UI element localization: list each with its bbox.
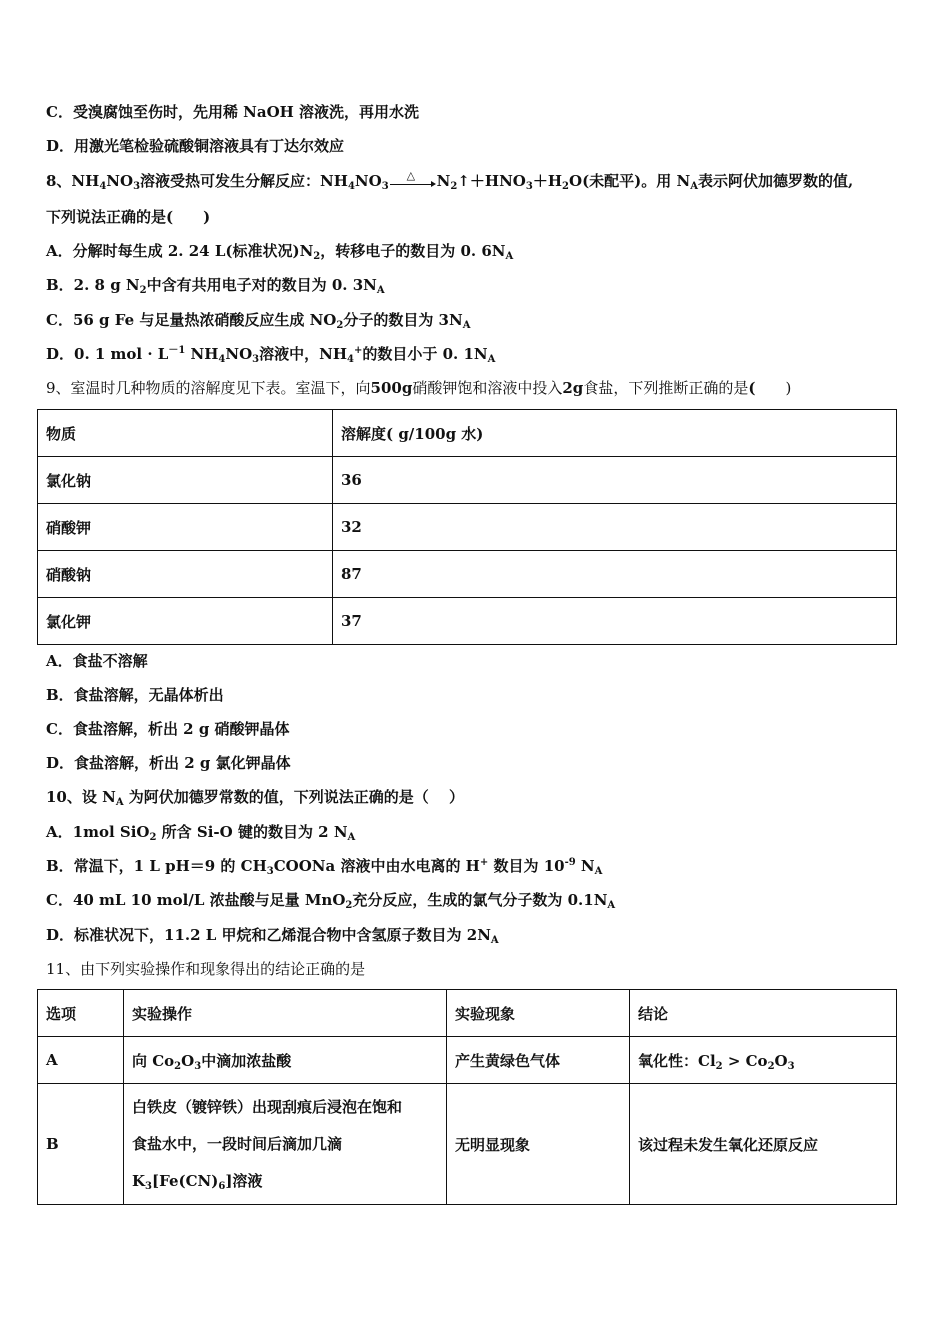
q10-option-b: B．常温下，1 L pH＝9 的 $CH_3COONa$ 溶液中由水电离的 H+ 数目为 $10^{-9}$ $N_A$ [46,857,603,877]
q9-option-d: D．食盐溶解，析出 2 g 氯化钾晶体 [46,754,291,772]
table-cell: 向 $Co_2O_3$中滴加浓盐酸 [124,1037,447,1084]
table-row [38,457,897,504]
q8-stem-line2: 下列说法正确的是( ) [46,208,211,226]
q9-option-b: B．食盐溶解，无晶体析出 [46,686,224,704]
table-cell: 白铁皮（镀锌铁）出现刮痕后浸泡在饱和 食盐水中，一段时间后滴加几滴 $K_3[Fe(CN)_6]$溶液 [124,1084,447,1205]
q8-option-c: C．56 g Fe 与足量热浓硝酸反应生成 $NO_2$分子的数目为 $3N_A$ [46,311,471,331]
table-header-row [38,410,897,457]
table-row [38,1037,897,1084]
table-cell: 37 [333,598,897,645]
table-cell: A [38,1037,124,1084]
table-header-row [38,990,897,1037]
table-row [38,551,897,598]
table-cell: 产生黄绿色气体 [447,1037,630,1084]
q8-option-b: B．2. 8 g $N_2$中含有共用电子对的数目为 0. $3N_A$ [46,276,385,296]
table-header-cell: 物质 [38,410,333,457]
q9-option-a: A．食盐不溶解 [46,652,148,670]
table-cell: 87 [333,551,897,598]
table-cell: 硝酸钾 [38,504,333,551]
q8-option-a: A．分解时每生成 2. 24 L(标准状况)$N_2$，转移电子的数目为 0. $6N_A$ [46,242,514,262]
solubility-table [37,409,897,645]
experiment-table [37,989,897,1205]
q7-option-c: C．受溴腐蚀至伤时，先用稀 NaOH 溶液洗，再用水洗 [46,103,420,121]
q8-stem-line1: 8、$NH_4NO_3$溶液受热可发生分解反应：$NH_4NO_3$ △ $N_2↑+HNO_3+H_2O$(未配平)。用 $N_A$表示阿伏加德罗数的值, [46,169,854,192]
q10-option-d: D．标准状况下，11.2 L 甲烷和乙烯混合物中含氢原子数目为 $2N_A$ [46,926,499,946]
table-cell: 氧化性：$Cl_2 > Co_2O_3$ [630,1037,897,1084]
q10-option-a: A．1mol SiO$_2$ 所含 Si-O 键的数目为 2 $N_A$ [46,823,356,843]
table-cell: B [38,1084,124,1205]
table-cell: 氯化钠 [38,457,333,504]
table-row [38,598,897,645]
table-header-cell: 实验操作 [124,990,447,1037]
table-header-cell: 实验现象 [447,990,630,1037]
table-cell: 32 [333,504,897,551]
table-row [38,1084,897,1205]
table-header-cell: 选项 [38,990,124,1037]
q10-stem: 10、设 $N_A$ 为阿伏加德罗常数的值，下列说法正确的是（ ） [46,788,465,808]
table-cell: 硝酸钠 [38,551,333,598]
table-header-cell: 溶解度( g/100g 水) [333,410,897,457]
table-row [38,504,897,551]
q11-stem: 11、由下列实验操作和现象得出的结论正确的是 [46,960,366,978]
q7-option-d: D．用激光笔检验硫酸铜溶液具有丁达尔效应 [46,137,345,155]
q8-option-d: D．0. 1 mol · $L^{-1}$ $NH_4NO_3$溶液中，$NH_4^+$的数目小于 0. $1N_A$ [46,345,496,365]
table-header-cell: 结论 [630,990,897,1037]
q10-option-c: C．40 mL 10 mol/L 浓盐酸与足量 MnO$_2$充分反应，生成的氯气分子数为 $0.1N_A$ [46,891,616,911]
q9-stem: 9、室温时几种物质的溶解度见下表。室温下，向500g硝酸钾饱和溶液中投入2g食盐，下列推断正确的是( ) [46,379,792,397]
table-cell: 该过程未发生氧化还原反应 [630,1084,897,1205]
q9-option-c: C．食盐溶解，析出 2 g 硝酸钾晶体 [46,720,290,738]
table-cell: 36 [333,457,897,504]
table-cell: 无明显现象 [447,1084,630,1205]
heat-arrow-icon: △ [390,174,436,190]
table-cell: 氯化钾 [38,598,333,645]
